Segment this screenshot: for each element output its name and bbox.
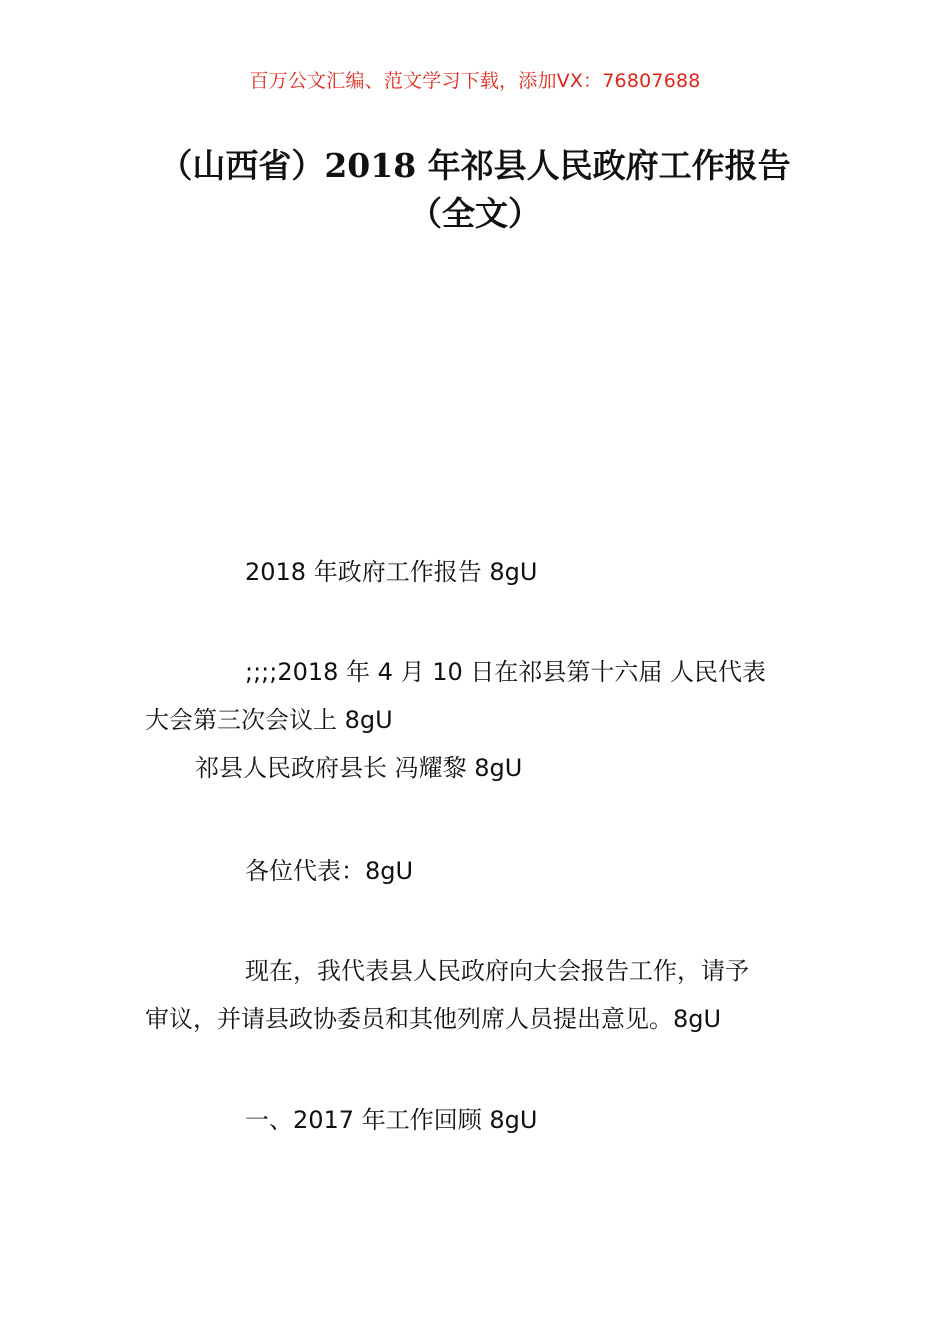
meeting-line-1: ;;;;2018 年 4 月 10 日在祁县第十六届 人民代表 [245,658,767,686]
report-heading: 2018 年政府工作报告 8gU [245,558,538,586]
salutation: 各位代表：8gU [245,857,414,885]
section-heading: 一、2017 年工作回顾 8gU [245,1106,538,1134]
header-note: 百万公文汇编、范文学习下载，添加VX：76807688 [249,70,701,92]
meeting-paragraph [145,648,810,792]
salutation-paragraph [145,847,810,895]
speaker-line: 祁县人民政府县长 冯耀黎 8gU [195,754,523,782]
intro-paragraph [145,947,810,1043]
document-title [120,142,830,238]
intro-line-2: 审议，并请县政协委员和其他列席人员提出意见。8gU [145,1005,722,1033]
title-line-1: （山西省）2018 年祁县人民政府工作报告 [159,146,791,185]
intro-line-1: 现在，我代表县人民政府向大会报告工作，请予 [245,957,749,985]
report-heading-paragraph [145,548,810,596]
meeting-line-2: 大会第三次会议上 8gU [145,706,393,734]
section-heading-paragraph [145,1096,810,1144]
title-line-2: （全文） [409,194,541,233]
